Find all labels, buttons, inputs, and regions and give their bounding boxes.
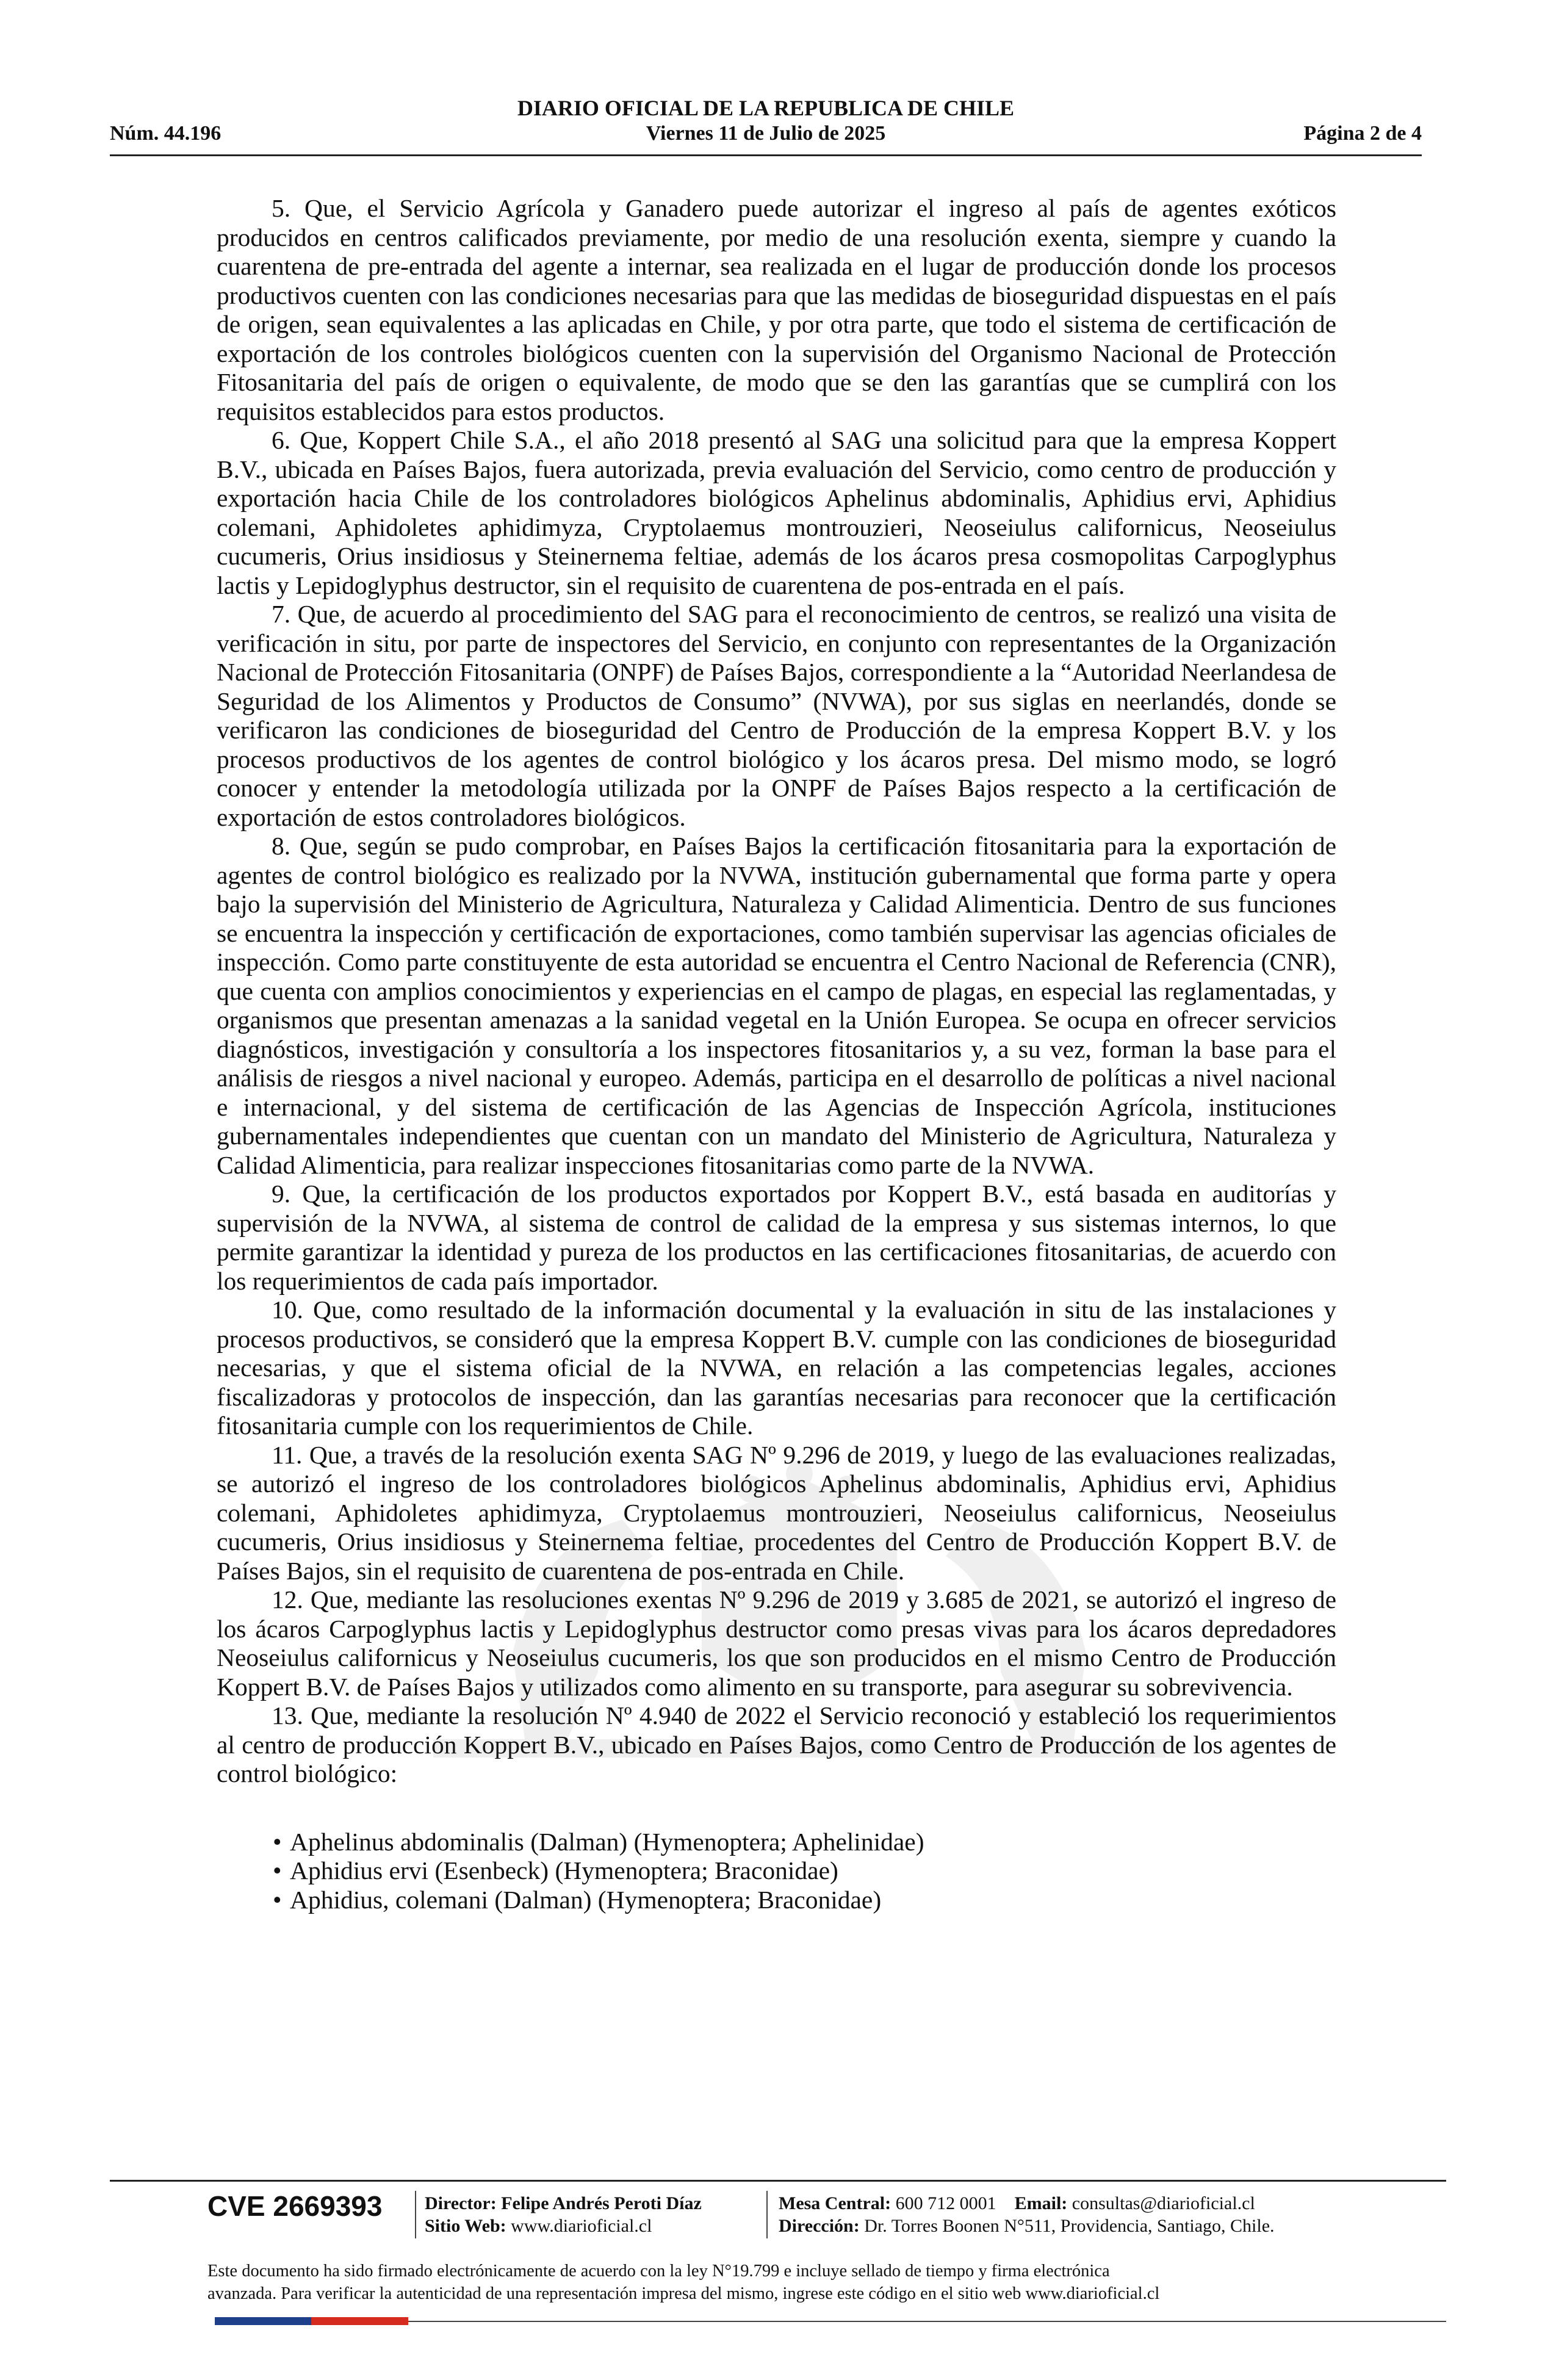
paragraph-10: 10. Que, como resultado de la información documental y la evaluación in situ de las instalaciones y procesos productivos, se consideró que la empresa Koppert B.V. cumple con las condiciones de bioseguridad necesarias, y que el sistema oficial de la NVWA, en relación a las competencias legales, acciones fiscalizadoras y protocolos de inspección, dan las garantías necesarias para reconocer que la certificación fitosanitaria cumple con los requerimientos de Chile. [217, 1296, 1336, 1440]
paragraph-5: 5. Que, el Servicio Agrícola y Ganadero puede autorizar el ingreso al país de agentes exóticos producidos en centros calificados previamente, por medio de una resolución exenta, siempre y cuando la cuarentena de pre-entrada del agente a internar, sea realizada en el lugar de producción donde los procesos productivos cuenten con las condiciones necesarias para que las medidas de bioseguridad dispuestas en el país de origen, sean equivalentes a las aplicadas en Chile, y por otra parte, que todo el sistema de certificación de exportación de los controles biológicos cuenten con la supervisión del Organismo Nacional de Protección Fitosanitaria del país de origen o equivalente, de modo que se den las garantías que se cumplirá con los requisitos establecidos para estos productos. [217, 194, 1336, 425]
email-link[interactable]: consultas@diarioficial.cl [1072, 2193, 1255, 2213]
phone-value: 600 712 0001 [895, 2193, 996, 2213]
flag-red-segment [311, 2317, 408, 2325]
phone-label: Mesa Central: [779, 2193, 891, 2213]
footer-director-block [425, 2192, 702, 2237]
paragraph-8: 8. Que, según se pudo comprobar, en Países Bajos la certificación fitosanitaria para la exportación de agentes de control biológico es realizado por la NVWA, institución gubernamental que forma parte y opera bajo la supervisión del Ministerio de Agricultura, Naturaleza y Calidad Alimenticia. Dentro de sus funciones se encuentra la inspección y certificación de exportaciones, como también supervisar las agencias oficiales de inspección. Como parte constituyente de esta autoridad se encuentra el Centro Nacional de Referencia (CNR), que cuenta con amplios conocimientos y experiencias en el campo de plagas, en especial las reglamentadas, y organismos que presentan amenazas a la sanidad vegetal en la Unión Europea. Se ocupa en ofrecer servicios diagnósticos, investigación y consultoría a los inspectores fitosanitarios y, a su vez, forman la base para el análisis de riesgos a nivel nacional y europeo. Además, participa en el desarrollo de políticas a nivel nacional e internacional, y del sistema de certificación de las Agencias de Inspección Agrícola, instituciones gubernamentales independientes que cuentan con un mandato del Ministerio de Agricultura, Naturaleza y Calidad Alimenticia, para realizar inspecciones fitosanitarias como parte de la NVWA. [217, 832, 1336, 1179]
header-divider [110, 154, 1422, 156]
issue-date: Viernes 11 de Julio de 2025 [646, 122, 886, 145]
cve-code: CVE 2669393 [207, 2190, 383, 2222]
flag-blue-segment [215, 2317, 311, 2325]
list-item: • Aphidius, colemani (Dalman) (Hymenoptera; Braconidae) [273, 1885, 882, 1914]
legal-line: Este documento ha sido firmado electrónicamente de acuerdo con la ley N°19.799 e incluye sellado de tiempo y firma electrónica [207, 2262, 1110, 2281]
agent-list [217, 1828, 1336, 1915]
publication-title: DIARIO OFICIAL DE LA REPUBLICA DE CHILE [517, 96, 1015, 120]
page-number: Página 2 de 4 [1303, 122, 1422, 145]
director-name: Felipe Andrés Peroti Díaz [501, 2193, 702, 2213]
paragraph-7: 7. Que, de acuerdo al procedimiento del SAG para el reconocimiento de centros, se realizó una visita de verificación in situ, por parte de inspectores del Servicio, en conjunto con representantes de la Organización Nacional de Protección Fitosanitaria (ONPF) de Países Bajos, correspondiente a la “Autoridad Neerlandesa de Seguridad de los Alimentos y Productos de Consumo” (NVWA), por sus siglas en neerlandés, donde se verificaron las condiciones de bioseguridad del Centro de Producción de la empresa Koppert B.V. y los procesos productivos de los agentes de control biológico y los ácaros presa. Del mismo modo, se logró conocer y entender la metodología utilizada por la ONPF de Países Bajos respecto a la certificación de exportación de estos controladores biológicos. [217, 600, 1336, 831]
list-item: • Aphelinus abdominalis (Dalman) (Hymenoptera; Aphelinidae) [273, 1827, 924, 1856]
bullet-icon: • [273, 1827, 282, 1856]
footer-divider [110, 2180, 1446, 2182]
legal-line: avanzada. Para verificar la autenticidad de una representación impresa del mismo, ingrese este código en el sitio web www.diarioficial.cl [207, 2284, 1160, 2303]
director-label: Director: [425, 2193, 497, 2213]
paragraph-13: 13. Que, mediante la resolución Nº 4.940 de 2022 el Servicio reconoció y estableció los requerimientos al centro de producción Koppert B.V., ubicado en Países Bajos, como Centro de Producción de los agentes de control biológico: [217, 1701, 1336, 1787]
footer-separator [766, 2191, 768, 2238]
document-body [217, 194, 1336, 1914]
issue-number: Núm. 44.196 [110, 122, 222, 145]
flag-stripe [215, 2317, 408, 2325]
page-header [110, 92, 1422, 159]
site-link[interactable]: www.diarioficial.cl [511, 2216, 652, 2236]
list-item: • Aphidius ervi (Esenbeck) (Hymenoptera; Braconidae) [273, 1856, 838, 1884]
paragraph-6: 6. Que, Koppert Chile S.A., el año 2018 presentó al SAG una solicitud para que la empresa Koppert B.V., ubicada en Países Bajos, fuera autorizada, previa evaluación del Servicio, como centro de producción y exportación hacia Chile de los controladores biológicos Aphelinus abdominalis, Aphidius ervi, Aphidius colemani, Aphidoletes aphidimyza, Cryptolaemus montrouzieri, Neoseiulus californicus, Neoseiulus cucumeris, Orius insidiosus y Steinernema feltiae, además de los ácaros presa cosmopolitas Carpoglyphus lactis y Lepidoglyphus destructor, sin el requisito de cuarentena de pos-entrada en el país. [217, 426, 1336, 599]
bullet-icon: • [273, 1885, 282, 1914]
footer-bottom-rule [408, 2321, 1446, 2322]
site-label: Sitio Web: [425, 2216, 506, 2236]
paragraph-9: 9. Que, la certificación de los productos exportados por Koppert B.V., está basada en auditorías y supervisión de la NVWA, al sistema de control de calidad de la empresa y sus sistemas internos, lo que permite garantizar la identidad y pureza de los productos en las certificaciones fitosanitarias, de acuerdo con los requerimientos de cada país importador. [217, 1180, 1336, 1295]
address-value: Dr. Torres Boonen N°511, Providencia, Santiago, Chile. [864, 2216, 1275, 2236]
address-label: Dirección: [779, 2216, 860, 2236]
legal-notice [207, 2260, 1336, 2305]
footer-contact-block [779, 2192, 1275, 2237]
bullet-icon: • [273, 1856, 282, 1884]
footer-separator [415, 2191, 416, 2238]
paragraph-11: 11. Que, a través de la resolución exenta SAG Nº 9.296 de 2019, y luego de las evaluaciones realizadas, se autorizó el ingreso de los controladores biológicos Aphelinus abdominalis, Aphidius ervi, Aphidius colemani, Aphidoletes aphidimyza, Cryptolaemus montrouzieri, Neoseiulus californicus, Neoseiulus cucumeris, Orius insidiosus y Steinernema feltiae, procedentes del Centro de Producción Koppert B.V. de Países Bajos, sin el requisito de cuarentena de pos-entrada en Chile. [217, 1440, 1336, 1585]
email-label: Email: [1014, 2193, 1068, 2213]
paragraph-12: 12. Que, mediante las resoluciones exentas Nº 9.296 de 2019 y 3.685 de 2021, se autorizó el ingreso de los ácaros Carpoglyphus lactis y Lepidoglyphus destructor como presas vivas para los ácaros depredadores Neoseiulus californicus y Neoseiulus cucumeris, los que son producidos en el mismo Centro de Producción Koppert B.V. de Países Bajos y utilizados como alimento en su transporte, para asegurar su sobrevivencia. [217, 1585, 1336, 1701]
